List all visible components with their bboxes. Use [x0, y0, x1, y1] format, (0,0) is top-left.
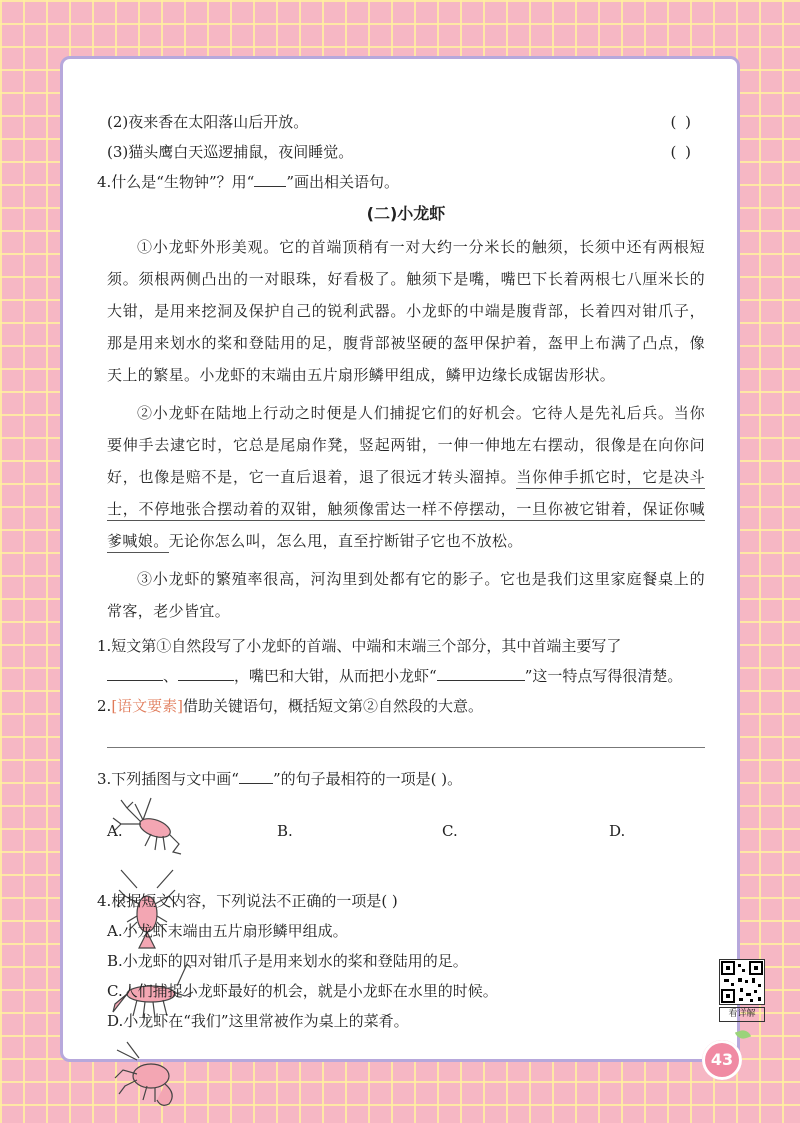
- q1-sep: 、: [163, 667, 179, 685]
- option-label: B.: [277, 822, 293, 840]
- passage-paragraph-2: [107, 397, 705, 557]
- p2-underlined-sentence: 当你伸手抓它时，它是决斗士，不停地张合摆动着的双钳，触须像雷达一样不停摆动，一旦你被它钳着，保证你喊爹喊娘。: [107, 468, 705, 553]
- passage-paragraph-1: ①小龙虾外形美观。它的首端顶稍有一对大约一分米长的触须，长须中还有两根短须。须根两侧凸出的一对眼珠，好看极了。触须下是嘴，嘴巴下长着两根七八厘米长的大钳，是用来挖洞及保护自己的锐利武器。小龙虾的中端是腹背部，长着四对钳爪子，那是用来划水的桨和登陆用的足，腹背部被坚硬的盔甲保护着，盔甲上布满了凸点，像天上的繁星。小龙虾的末端由五片扇形鳞甲组成，鳞甲边缘长成锯齿形状。: [107, 238, 705, 384]
- q4-option-c[interactable]: C.人们捕捉小龙虾最好的机会，就是小龙虾在水里的时候。: [107, 982, 498, 1000]
- part1-q4-prefix: 4.什么是“生物钟”？用“: [97, 173, 255, 191]
- passage-paragraph-3: ③小龙虾的繁殖率很高，河沟里到处都有它的影子。它也是我们这里家庭餐桌上的常客，老少皆宜。: [107, 570, 705, 620]
- q2-answer-line[interactable]: [107, 747, 705, 748]
- q4-option-d[interactable]: D.小龙虾在“我们”这里常被作为桌上的菜肴。: [107, 1012, 409, 1030]
- p2-text-before: ②小龙虾在陆地上行动之时便是人们捕捉它们的好机会。它待人是先礼后兵。当你要伸手去逮它时，它总是尾扇作凳，竖起两钳，一伸一伸地左右摆动，很像是在向你问好，也像是赔不是，它一直后退着，退了很远才转头溜掉。: [107, 404, 705, 486]
- q2-number: 2.: [97, 697, 112, 715]
- crayfish-curled-image: [107, 1040, 187, 1114]
- q1-mid: ，嘴巴和大钳，从而把小龙虾“: [234, 667, 437, 685]
- part1-question-3: [107, 137, 705, 167]
- option-label: A.: [107, 822, 123, 840]
- q1-line-1: 1.短文第①自然段写了小龙虾的首端、中端和末端三个部分，其中首端主要写了: [97, 637, 622, 655]
- q2-text: 借助关键语句，概括短文第②自然段的大意。: [183, 697, 484, 715]
- q1-line-2: [107, 661, 705, 691]
- qr-code-icon: [719, 959, 765, 1005]
- question-3: [97, 764, 705, 794]
- qr-label: 看详解: [719, 1007, 765, 1022]
- p2-text-after: 无论你怎么叫，怎么甩，直至拧断钳子它也不放松。: [168, 532, 523, 550]
- q3-suffix: ”的句子最相符的一项是( )。: [272, 770, 463, 788]
- q4-option-b[interactable]: B.小龙虾的四对钳爪子是用来划水的桨和登陆用的足。: [107, 952, 468, 970]
- q1-blank-3[interactable]: [437, 680, 525, 681]
- qr-code-block[interactable]: [719, 959, 765, 1022]
- part1-question-2: [107, 107, 705, 137]
- q1-blank-2[interactable]: [178, 680, 234, 681]
- q1-blank-1[interactable]: [107, 680, 163, 681]
- question-4: 4.根据短文内容，下列说法不正确的一项是( ): [97, 892, 398, 910]
- underline-sample: [239, 783, 273, 784]
- option-label: C.: [442, 822, 458, 840]
- part1-question-4: [97, 167, 705, 197]
- part1-q4-suffix: ”画出相关语句。: [286, 173, 399, 191]
- answer-paren[interactable]: ( ): [670, 113, 693, 131]
- worksheet-content: [97, 107, 756, 1036]
- q2-tag: [语文要素]: [111, 697, 184, 715]
- q4-option-a[interactable]: A.小龙虾末端由五片扇形鳞甲组成。: [107, 922, 348, 940]
- q3-prefix: 3.下列插图与文中画“: [97, 770, 239, 788]
- section-title: (二)小龙虾: [366, 204, 446, 223]
- worksheet-page: [60, 56, 756, 1062]
- q1-end: ”这一特点写得很清楚。: [524, 667, 683, 685]
- question-1: [97, 631, 705, 691]
- part1-q2-text: (2)夜来香在太阳落山后开放。: [107, 113, 309, 131]
- option-label: D.: [609, 822, 626, 840]
- q3-picture-options: [107, 794, 705, 886]
- part1-q3-text: (3)猫头鹰白天巡逻捕鼠，夜间睡觉。: [107, 143, 354, 161]
- answer-paren[interactable]: ( ): [670, 143, 693, 161]
- page-number-badge: 43: [702, 1040, 742, 1080]
- question-2: [97, 691, 705, 721]
- underline-sample: [254, 186, 286, 187]
